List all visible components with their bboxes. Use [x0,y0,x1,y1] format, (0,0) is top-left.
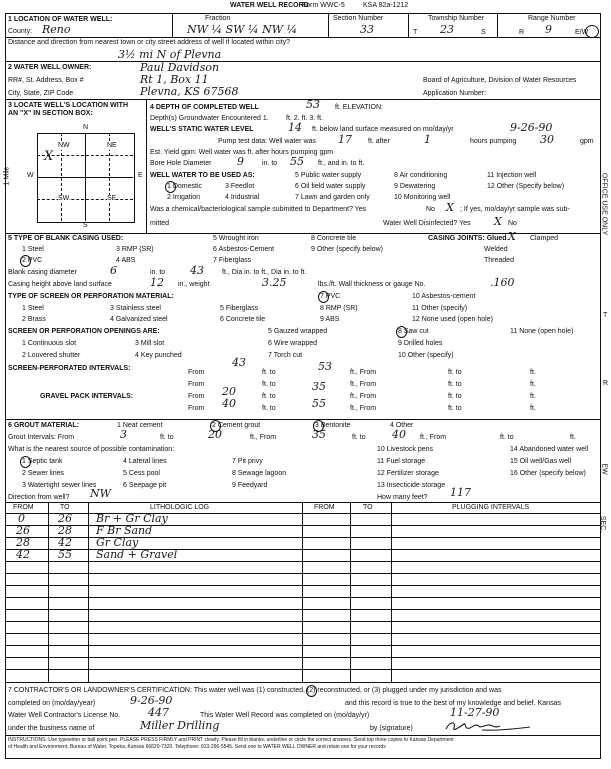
mile-label: 1 Mile [3,166,11,186]
opening-louvered[interactable]: 2 Louvered shutter [22,352,81,359]
bore-hole-label: Bore Hole Diameter [150,160,212,167]
log-row-0-desc[interactable]: Br + Gr Clay [96,512,168,525]
sp-row2-from2: ft., From [350,381,377,388]
use-public[interactable]: 5 Public water supply [295,172,362,179]
direction-label: Direction from well? [8,494,70,501]
pump-hours-label: hours pumping [470,138,517,145]
bore-rest: ft., and in. to ft. [318,160,365,167]
cert-business-value[interactable]: Miller Drilling [140,719,220,732]
sp-row2-to2: ft. to [448,381,462,388]
groundwater-rest: ft. 2. ft. 3. ft. [286,115,323,122]
static-level-label: WELL'S STATIC WATER LEVEL [150,126,254,133]
ksa-number: KSA 82a-1212 [363,2,409,9]
sp-from2-label: ft., From [350,369,377,376]
side-t: T [603,312,608,319]
chem-mitted: mitted [150,220,170,227]
contam-septic-circle [20,456,31,468]
screen-galvanized[interactable]: 4 Galvanized steel [110,316,168,323]
height-label: Casing height above land surface [8,281,112,288]
screen-intervals-label: SCREEN-PERFORATED INTERVALS: [8,365,131,372]
cert-license-value[interactable]: 447 [148,706,169,719]
gauge-value[interactable]: .160 [490,276,515,289]
gp2-to2-label: ft. to [448,405,462,412]
log-row-0-to[interactable]: 26 [58,512,72,525]
use-oilfield[interactable]: 6 Oil field water supply [295,183,366,190]
use-lawn[interactable]: 7 Lawn and garden only [295,194,370,201]
how-many-label: How many feet? [377,494,428,501]
opening-key[interactable]: 4 Key punched [135,352,182,359]
gp1-from-label: From [188,393,205,400]
contam-other[interactable]: 16 Other (specify below) [510,470,586,477]
bore-to-value[interactable]: 55 [290,155,304,168]
log-lithologic-header: LITHOLOGIC LOG [150,504,210,511]
log-row-1-from[interactable]: 26 [16,524,30,537]
city-label: City, State, ZIP Code [8,90,74,97]
grout2-to-label: ft. to [352,434,366,441]
log-row-2-to[interactable]: 42 [58,536,72,549]
casing-abs[interactable]: 4 ABS [116,257,136,264]
grout-bentonite[interactable]: 3 Bentonite [315,422,351,429]
screen-concrete[interactable]: 6 Concrete tile [220,316,266,323]
casing-fiberglass[interactable]: 7 Fiberglass [213,257,252,264]
side-ew: EW [600,463,608,475]
grout2-to[interactable]: 40 [392,428,406,441]
log-row-3-desc[interactable]: Sand + Gravel [96,548,178,561]
log-row-1-to[interactable]: 28 [58,524,72,537]
gravel-label: GRAVEL PACK INTERVALS: [40,393,134,400]
form-title: WATER WELL RECORD [230,2,309,9]
office-use-only: OFFICE USE ONLY [600,172,608,236]
blank-diam-label: Blank casing diameter [8,269,77,276]
contam-feedyard[interactable]: 9 Feedyard [232,482,268,489]
bore-hole-value[interactable]: 9 [237,155,244,168]
quadrant-ne: NE [107,142,117,149]
contam-oilwell[interactable]: 15 Oil well/Gas well [510,458,572,465]
grout2-from[interactable]: 35 [312,428,326,441]
pump-gpm-value[interactable]: 30 [540,133,554,146]
disinfected-x[interactable]: X [494,215,502,228]
blank-diam-rest: ft., Dia in. to ft., Dia in. to ft. [222,269,307,276]
disinfected-label: Water Well Disinfected? Yes [383,220,471,227]
screen-label: TYPE OF SCREEN OR PERFORATION MATERIAL: [8,293,174,300]
sp-row2-to: ft. to [262,381,276,388]
screen-steel[interactable]: 1 Steel [22,305,44,312]
log-row-0-from[interactable]: 0 [18,512,25,525]
screen-abs[interactable]: 9 ABS [320,316,340,323]
log-row-3-from[interactable]: 42 [16,548,30,561]
cert-record-date[interactable]: 11-27-90 [450,706,500,719]
contam-insecticide[interactable]: 13 Insecticide storage [377,482,446,489]
owner-label: 2 WATER WELL OWNER: [8,64,92,71]
grout1-to-label: ft. to [160,434,174,441]
side-sec: SEC. [599,515,607,533]
depth-label: 4 DEPTH OF COMPLETED WELL [150,104,259,111]
opening-saw-circle [396,326,407,338]
gp1-from2-label: ft., From [350,393,377,400]
screen-other[interactable]: 11 Other (specify) [412,305,468,312]
opening-drilled[interactable]: 9 Drilled holes [398,340,443,347]
use-dewatering[interactable]: 9 Dewatering [394,183,436,190]
side-r: R [603,380,609,387]
casing-rmp[interactable]: 3 RMP (SR) [116,246,154,253]
gp2-ft-label: ft. [530,405,536,412]
chem-rest: ; If yes, mo/day/yr sample was sub- [460,206,570,213]
use-feedlot[interactable]: 3 Feedlot [225,183,255,190]
gp2-to-label: ft. to [262,405,276,412]
how-many-value[interactable]: 117 [450,486,471,499]
cert-completed-label: completed on (mo/day/year) [8,700,96,707]
casing-steel[interactable]: 1 Steel [22,246,44,253]
grout3-ft-label: ft. [570,434,576,441]
sp-to-value[interactable]: 53 [318,360,332,373]
pump-water-value[interactable]: 17 [338,133,352,146]
contam-abandoned[interactable]: 14 Abandoned water well [510,446,589,453]
range-number-header: Range Number [528,15,576,22]
openings-label: SCREEN OR PERFORATION OPENINGS ARE: [8,328,160,335]
log-to-header: TO [60,504,70,511]
log-plugging-header: PLUGGING INTERVALS [452,504,530,511]
grout1-from[interactable]: 3 [120,428,127,441]
casing-concrete[interactable]: 8 Concrete tile [311,235,357,242]
casing-pvc[interactable]: 2 PVC [22,257,43,264]
cert-license-rest: This Water Well Record was completed on (mo/day/yr) [200,712,370,719]
quadrant-nw: NW [58,142,70,149]
direction-value[interactable]: NW [90,487,111,500]
form-number: Form WWC-5 [302,2,345,9]
quadrant-se: SE [107,195,117,202]
grout1-to[interactable]: 20 [208,428,222,441]
gp2-from2-label: ft., From [350,405,377,412]
sp-from-label: From [188,369,205,376]
static-date[interactable]: 9-26-90 [510,121,553,134]
log-row-1-desc[interactable]: F Br Sand [96,524,153,537]
grout-cement[interactable]: 2 Cement grout [212,422,261,429]
opening-wire[interactable]: 6 Wire wrapped [268,340,318,347]
grout3-from-label: ft., From [420,434,447,441]
township-number-header: Township Number [428,15,485,22]
township-t: T [413,29,418,36]
screen-brass[interactable]: 2 Brass [22,316,46,323]
sp-row2-ft: ft. [530,381,536,388]
section-value[interactable]: 33 [360,23,374,36]
county-label: County: [8,28,33,35]
opening-mill[interactable]: 3 Mill slot [135,340,165,347]
opening-saw[interactable]: 8 Saw cut [398,328,429,335]
section3-label: 3 LOCATE WELL'S LOCATION WITH [8,102,129,109]
disinfected-no: No [508,220,517,227]
sp-row2-from: From [188,381,205,388]
fraction-value[interactable]: NW ¼ SW ¼ NW ¼ [187,23,298,36]
gp1-to-value[interactable]: 35 [312,380,326,393]
chem-no: No [426,206,435,213]
screen-pvc[interactable]: 7 PVC [320,293,341,300]
use-industrial[interactable]: 4 Industrial [225,194,260,201]
joints-label: CASING JOINTS: Glued [428,235,507,242]
gp2-to-value[interactable]: 55 [312,397,326,410]
height-rest: in., weight [178,281,210,288]
application-label: Application Number: [423,90,487,97]
screen-fiberglass[interactable]: 5 Fiberglass [220,305,259,312]
pump-hours-value[interactable]: 1 [424,133,431,146]
use-monitoring[interactable]: 10 Monitoring well [394,194,451,201]
compass-s: S [83,222,88,229]
cert-license-label: Water Well Contractor's License No. [8,712,121,719]
chem-label: Was a chemical/bacteriological sample submitted to Department? Yes [150,206,367,213]
grout-neat[interactable]: 1 Neat cement [117,422,163,429]
compass-n: N [83,124,89,131]
log-from2-header: FROM [314,504,335,511]
contam-fuel[interactable]: 11 Fuel storage [377,458,426,465]
instructions: INSTRUCTIONS: Use typewriter or ball point pen. PLEASE PRESS FIRMLY and PRINT clearly. Please fill in blanks, underline or circle the correct answers. Send top three copies to Kansas Department [8,737,454,743]
gp1-from-value[interactable]: 20 [222,385,236,398]
joints-welded: Welded [484,246,508,253]
opening-torch[interactable]: 7 Torch cut [268,352,303,359]
distance-label: Distance and direction from nearest town or city street address of well if located within city? [8,39,291,46]
distance-value[interactable]: 3½ mi N of Plevna [118,48,222,61]
screen-pvc-circle [318,291,329,303]
opening-continuous[interactable]: 1 Continuous slot [22,340,77,347]
groundwater-label: Depth(s) Groundwater Encountered 1. [150,115,269,122]
contam-cess[interactable]: 5 Cess pool [123,470,160,477]
blank-diam-ft[interactable]: 43 [190,264,204,277]
pump-after-label: ft. after [368,138,390,145]
cert-signature-label: by (signature) [370,725,413,732]
gp2-from-value[interactable]: 40 [222,397,236,410]
range-r: R [519,29,525,36]
weight-rest: lbs./ft. Wall thickness or gauge No. [318,281,426,288]
location-x-mark[interactable]: X [44,149,54,164]
contam-pit[interactable]: 7 Pit privy [232,458,263,465]
section-box[interactable] [37,133,135,223]
opening-other[interactable]: 10 Other (specify) [398,352,454,359]
contam-lateral[interactable]: 4 Lateral lines [123,458,167,465]
casing-asbestos[interactable]: 6 Asbestos-Cement [213,246,275,253]
log-to2-header: TO [363,504,373,511]
height-value[interactable]: 12 [150,276,164,289]
weight-value[interactable]: 3.25 [262,276,287,289]
section-number-header: Section Number [333,15,384,22]
log-row-2-desc[interactable]: Gr Clay [96,536,139,549]
location-label: 1 LOCATION OF WATER WELL: [8,16,113,23]
screen-stainless[interactable]: 3 Stainless steel [110,305,161,312]
quadrant-sw: SW [58,195,70,202]
joints-clamped: Clamped [530,235,559,242]
cert-business-label: under the business name of [8,725,95,732]
owner-address[interactable]: Rt 1, Box 11 [140,73,209,86]
cert-constructed-circle [306,685,317,697]
screen-asbestos[interactable]: 10 Asbestos-cement [412,293,476,300]
log-row-2-from[interactable]: 28 [16,536,30,549]
pump-gpm-label: gpm [580,138,594,145]
opening-gauzed[interactable]: 5 Gauzed wrapped [268,328,328,335]
range-value[interactable]: 9 [545,23,552,36]
township-value[interactable]: 23 [440,23,454,36]
est-yield-label: Est. Yield gpm: Well water was ft. after hours pumping gpm [150,149,334,156]
joints-threaded: Threaded [484,257,514,264]
use-domestic[interactable]: 1 Domestic [167,183,203,190]
range-ew: E/W [575,29,589,36]
owner-city[interactable]: Plevna, KS 67568 [140,85,239,98]
use-injection[interactable]: 11 Injection well [487,172,537,179]
cert-completed-rest: and this record is true to the best of my knowledge and belief. Kansas [345,700,561,707]
opening-none[interactable]: 11 None (open hole) [510,328,574,335]
casing-label: 5 TYPE OF BLANK CASING USED: [8,235,124,242]
casing-other[interactable]: 9 Other (specify below) [311,246,383,253]
instructions-2: of Health and Environment, Bureau of Water, Topeka, Kansas 66620-7320. Telephone: 913-296-5545. Send one to WATER WELL OWNER and retain one for your records [8,744,386,750]
log-row-3-to[interactable]: 55 [58,548,72,561]
contam-seepage[interactable]: 6 Seepage pit [123,482,167,489]
pump-test-label: Pump test data: Well water was [218,138,316,145]
contam-watertight[interactable]: 3 Watertight sewer lines [22,482,97,489]
contractor-signature[interactable] [444,719,534,733]
contam-sewer[interactable]: 2 Sewer lines [22,470,65,477]
contam-septic[interactable]: 1 Septic tank [22,458,63,465]
gp2-from-label: From [188,405,205,412]
county-value[interactable]: Reno [42,23,71,36]
contam-fertilizer[interactable]: 12 Fertilizer storage [377,470,439,477]
compass-w: W [27,172,34,179]
elevation-label: ft. ELEVATION: [335,104,383,111]
chem-x[interactable]: X [446,201,454,214]
section3-label2: AN "X" IN SECTION BOX: [8,110,93,117]
compass-e: E [138,172,143,179]
sp-to-label: ft. to [262,369,276,376]
rr-label: RR#, St. Address, Box # [8,77,84,84]
grout3-to-label: ft. to [500,434,514,441]
sp-ft-label: ft. [530,369,536,376]
depth-value[interactable]: 53 [306,98,320,111]
use-label: WELL WATER TO BE USED AS: [150,172,255,179]
casing-wrought[interactable]: 5 Wrought iron [213,235,259,242]
static-level-value[interactable]: 14 [288,121,302,134]
cert-completed-date[interactable]: 9-26-90 [130,694,173,707]
gp1-to-label: ft. to [262,393,276,400]
static-level-rest: ft. below land surface measured on mo/day/yr [312,126,454,133]
blank-diam-to: in. to [150,269,166,276]
owner-name[interactable]: Paul Davidson [140,61,220,74]
bore-in-to: in. to [262,160,278,167]
grout-label: 6 GROUT MATERIAL: [8,422,80,429]
township-s: S [481,29,486,36]
fraction-header: Fraction [205,15,231,22]
grout2-from-label: ft., From [250,434,277,441]
gp1-to2-label: ft. to [448,393,462,400]
contam-label: What is the nearest source of possible contamination: [8,446,175,453]
use-domestic-circle [165,181,176,193]
joints-glued-x[interactable]: X [508,230,516,243]
contam-lagoon[interactable]: 8 Sewage lagoon [232,470,287,477]
use-other[interactable]: 12 Other (Specify below) [487,183,565,190]
grout-other[interactable]: 4 Other [390,422,414,429]
sp-to2-label: ft. to [448,369,462,376]
use-irrigation[interactable]: 2 Irrigation [167,194,201,201]
log-from-header: FROM [13,504,34,511]
board-label: Board of Agriculture, Division of Water Resources [423,77,577,84]
use-air[interactable]: 8 Air conditioning [394,172,448,179]
blank-diam-value[interactable]: 6 [110,264,117,277]
grout-intervals-label: Grout Intervals: From [8,434,75,441]
contam-livestock[interactable]: 10 Livestock pens [377,446,434,453]
gp1-ft-label: ft. [530,393,536,400]
screen-rmp[interactable]: 8 RMP (SR) [320,305,358,312]
cert-label: 7 CONTRACTOR'S OR LANDOWNER'S CERTIFICATION: This water well was (1) constructed, (2) reconstructed, or (3) plugged under my jurisdiction and was [8,687,502,694]
sp-from-value[interactable]: 43 [232,356,246,369]
screen-none[interactable]: 12 None used (open hole) [412,316,493,323]
casing-pvc-circle [20,255,31,267]
